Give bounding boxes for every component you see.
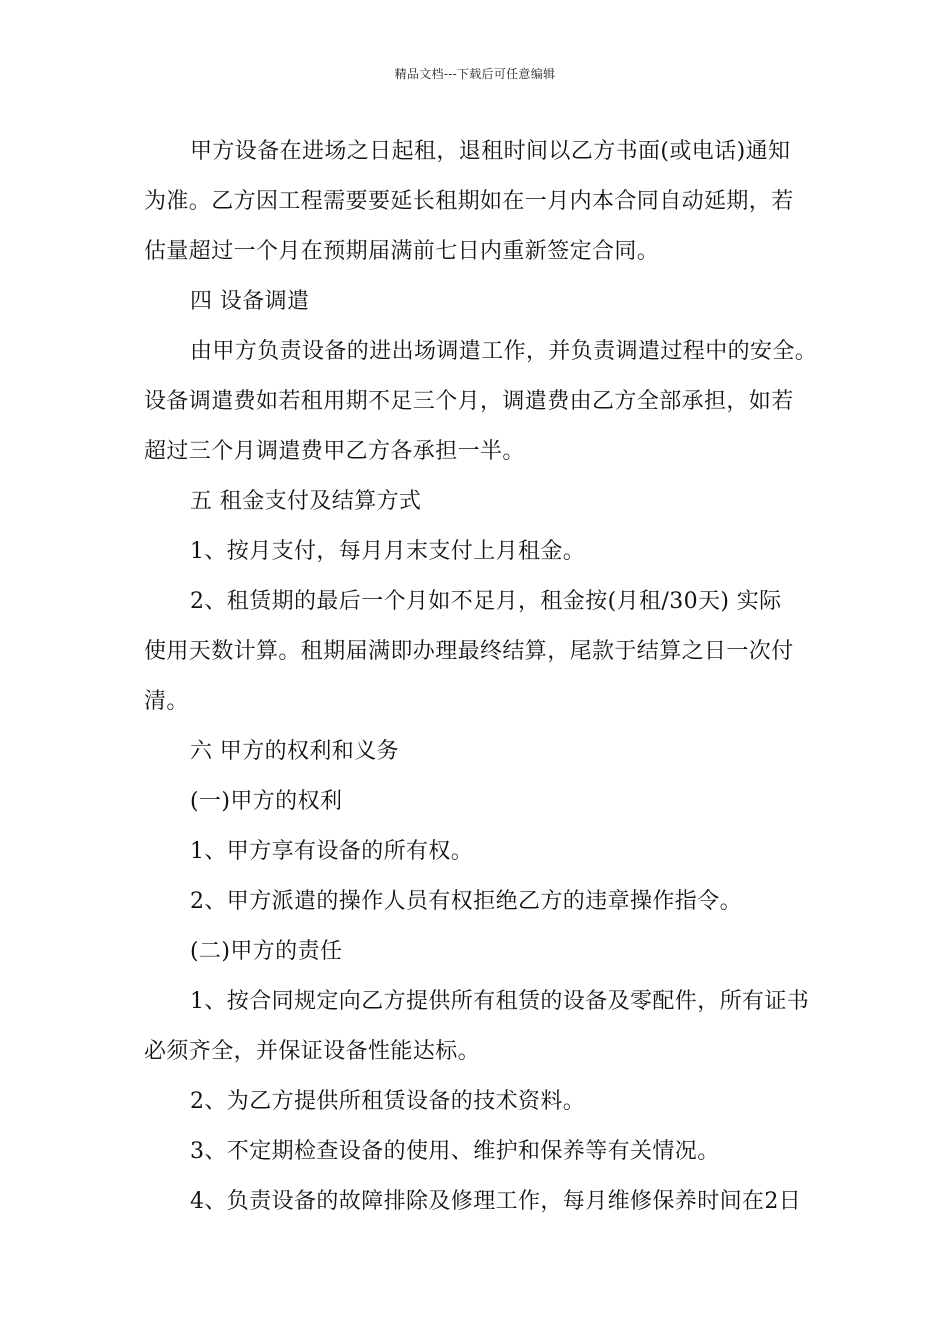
text-line: 1、按月支付，每月月末支付上月租金。 [190, 539, 586, 564]
text-line: 1、甲方享有设备的所有权。 [190, 839, 474, 864]
text-line: 甲方设备在进场之日起租，退租时间以乙方书面(或电话)通知 [190, 139, 791, 164]
text-line: 为准。乙方因工程需要要延长租期如在一月内本合同自动延期，若 [144, 189, 794, 214]
text-line: 2、甲方派遣的操作人员有权拒绝乙方的违章操作指令。 [190, 889, 742, 914]
text-line: 由甲方负责设备的进出场调遣工作，并负责调遣过程中的安全。 [190, 339, 818, 364]
text-line: 六 甲方的权利和义务 [190, 739, 399, 764]
text-line: (二)甲方的责任 [190, 939, 343, 964]
text-line: (一)甲方的权利 [190, 789, 343, 814]
text-line: 2、租赁期的最后一个月如不足月，租金按(月租/30天) 实际 [190, 589, 782, 614]
text-line: 估量超过一个月在预期届满前七日内重新签定合同。 [144, 239, 660, 264]
document-body [144, 132, 818, 1232]
text-line: 4、负责设备的故障排除及修理工作，每月维修保养时间在2日 [190, 1189, 802, 1214]
text-line: 清。 [144, 689, 189, 714]
text-line: 四 设备调遣 [190, 289, 310, 314]
text-line: 1、按合同规定向乙方提供所有租赁的设备及零配件，所有证书 [190, 989, 810, 1014]
text-line: 超过三个月调遣费甲乙方各承担一半。 [144, 439, 525, 464]
text-line: 必须齐全，并保证设备性能达标。 [144, 1039, 481, 1064]
text-line: 使用天数计算。租期届满即办理最终结算，尾款于结算之日一次付 [144, 639, 794, 664]
text-line: 五 租金支付及结算方式 [190, 489, 422, 514]
page-header: 精品文档---下载后可任意编辑 [394, 67, 556, 81]
text-line: 3、不定期检查设备的使用、维护和保养等有关情况。 [190, 1139, 720, 1164]
text-line: 设备调遣费如若租用期不足三个月，调遣费由乙方全部承担，如若 [144, 389, 794, 414]
text-line: 2、为乙方提供所租赁设备的技术资料。 [190, 1089, 586, 1114]
